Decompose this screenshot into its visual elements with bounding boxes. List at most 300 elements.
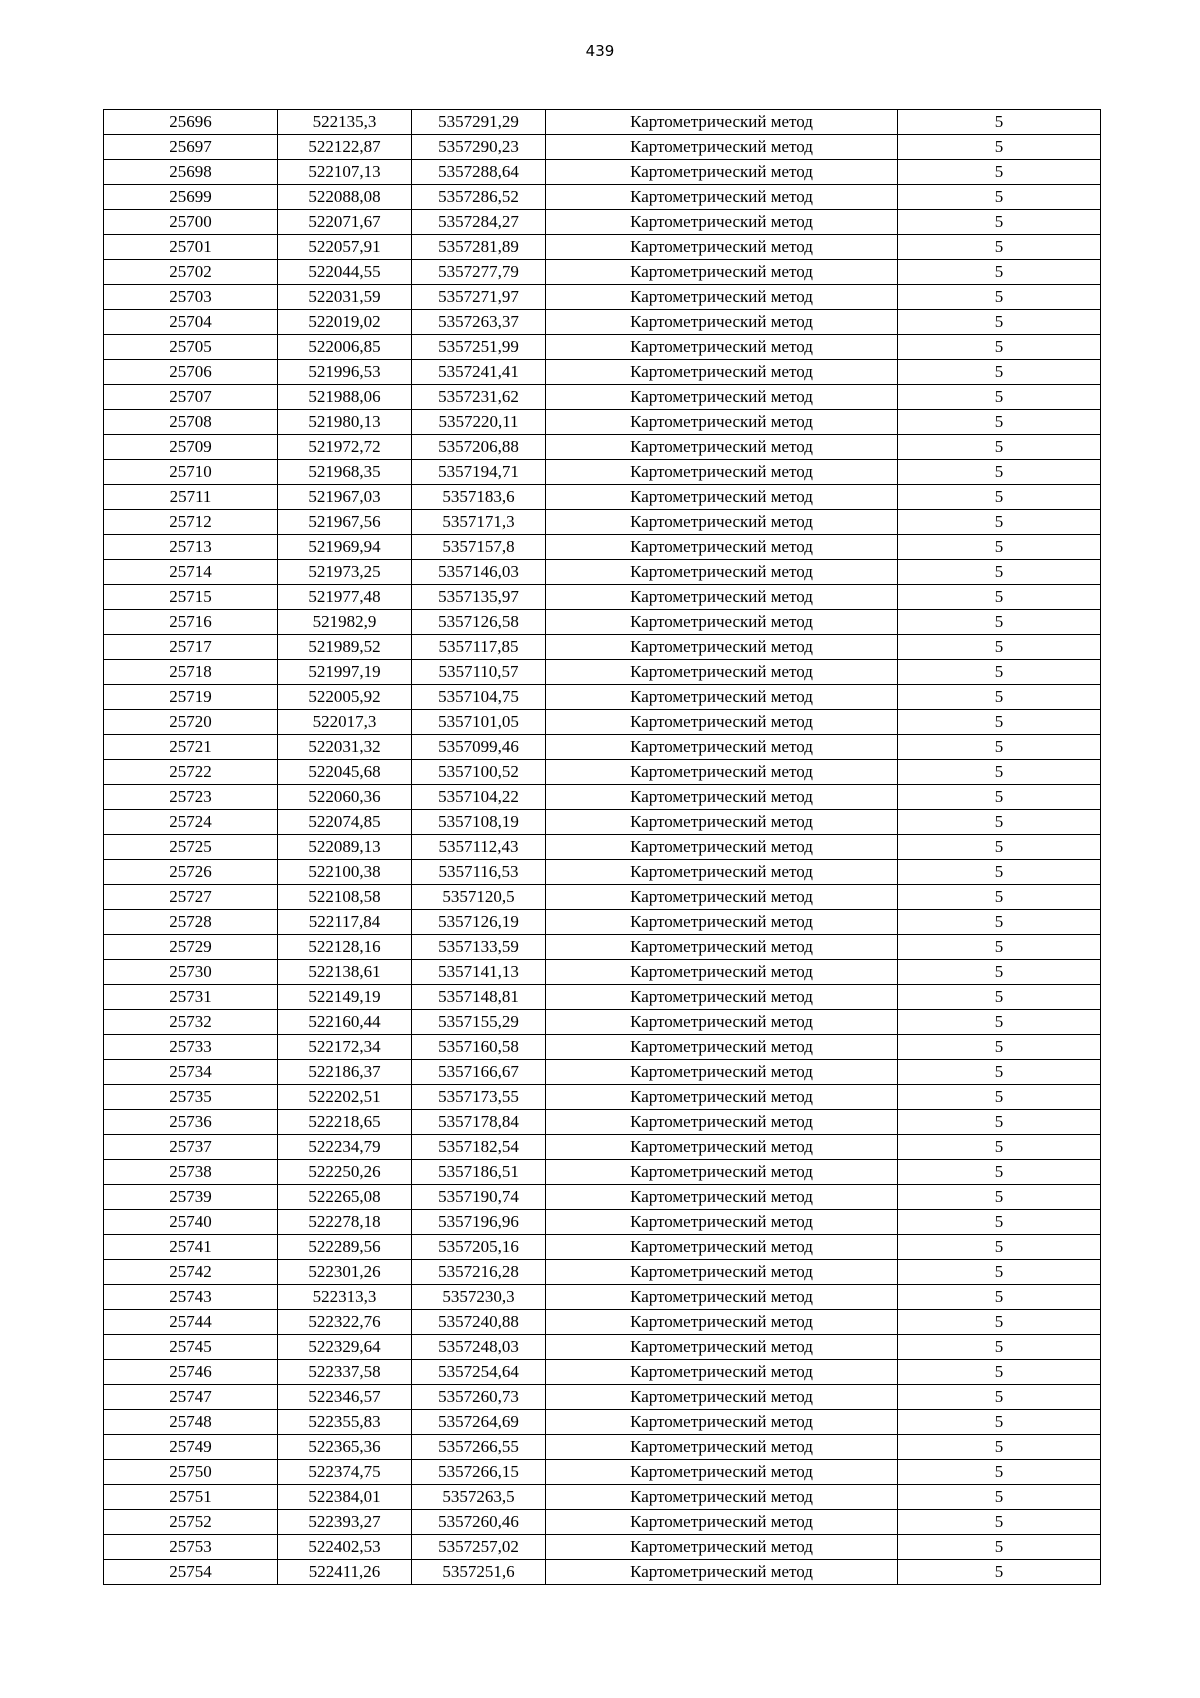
x-coordinate-cell: 522117,84 [278, 910, 412, 935]
method-cell: Картометрический метод [546, 135, 898, 160]
x-coordinate-cell: 522135,3 [278, 110, 412, 135]
accuracy-cell: 5 [898, 1510, 1101, 1535]
point-number-cell: 25703 [104, 285, 278, 310]
accuracy-cell: 5 [898, 585, 1101, 610]
method-cell: Картометрический метод [546, 710, 898, 735]
accuracy-cell: 5 [898, 710, 1101, 735]
accuracy-cell: 5 [898, 1110, 1101, 1135]
table-row [104, 635, 1101, 660]
table-row [104, 860, 1101, 885]
accuracy-cell: 5 [898, 485, 1101, 510]
y-coordinate-cell: 5357291,29 [412, 110, 546, 135]
table-row [104, 410, 1101, 435]
accuracy-cell: 5 [898, 1485, 1101, 1510]
accuracy-cell: 5 [898, 835, 1101, 860]
accuracy-cell: 5 [898, 185, 1101, 210]
table-row [104, 1485, 1101, 1510]
accuracy-cell: 5 [898, 760, 1101, 785]
method-cell: Картометрический метод [546, 610, 898, 635]
y-coordinate-cell: 5357178,84 [412, 1110, 546, 1135]
point-number-cell: 25713 [104, 535, 278, 560]
y-coordinate-cell: 5357116,53 [412, 860, 546, 885]
point-number-cell: 25717 [104, 635, 278, 660]
point-number-cell: 25734 [104, 1060, 278, 1085]
accuracy-cell: 5 [898, 160, 1101, 185]
table-row [104, 210, 1101, 235]
accuracy-cell: 5 [898, 1185, 1101, 1210]
table-row [104, 585, 1101, 610]
table-row [104, 1110, 1101, 1135]
y-coordinate-cell: 5357271,97 [412, 285, 546, 310]
point-number-cell: 25702 [104, 260, 278, 285]
x-coordinate-cell: 522138,61 [278, 960, 412, 985]
x-coordinate-cell: 522384,01 [278, 1485, 412, 1510]
table-row [104, 135, 1101, 160]
x-coordinate-cell: 521988,06 [278, 385, 412, 410]
table-row [104, 1035, 1101, 1060]
table-row [104, 1135, 1101, 1160]
accuracy-cell: 5 [898, 310, 1101, 335]
point-number-cell: 25730 [104, 960, 278, 985]
x-coordinate-cell: 522107,13 [278, 160, 412, 185]
method-cell: Картометрический метод [546, 935, 898, 960]
x-coordinate-cell: 522019,02 [278, 310, 412, 335]
x-coordinate-cell: 522218,65 [278, 1110, 412, 1135]
y-coordinate-cell: 5357182,54 [412, 1135, 546, 1160]
point-number-cell: 25722 [104, 760, 278, 785]
method-cell: Картометрический метод [546, 810, 898, 835]
method-cell: Картометрический метод [546, 1235, 898, 1260]
table-row [104, 835, 1101, 860]
accuracy-cell: 5 [898, 360, 1101, 385]
method-cell: Картометрический метод [546, 1360, 898, 1385]
y-coordinate-cell: 5357173,55 [412, 1085, 546, 1110]
method-cell: Картометрический метод [546, 635, 898, 660]
table-row [104, 1460, 1101, 1485]
x-coordinate-cell: 522044,55 [278, 260, 412, 285]
x-coordinate-cell: 522071,67 [278, 210, 412, 235]
method-cell: Картометрический метод [546, 885, 898, 910]
accuracy-cell: 5 [898, 910, 1101, 935]
x-coordinate-cell: 522186,37 [278, 1060, 412, 1085]
x-coordinate-cell: 522089,13 [278, 835, 412, 860]
accuracy-cell: 5 [898, 860, 1101, 885]
y-coordinate-cell: 5357186,51 [412, 1160, 546, 1185]
point-number-cell: 25723 [104, 785, 278, 810]
x-coordinate-cell: 522031,59 [278, 285, 412, 310]
y-coordinate-cell: 5357248,03 [412, 1335, 546, 1360]
y-coordinate-cell: 5357220,11 [412, 410, 546, 435]
point-number-cell: 25747 [104, 1385, 278, 1410]
x-coordinate-cell: 522149,19 [278, 985, 412, 1010]
y-coordinate-cell: 5357290,23 [412, 135, 546, 160]
table-row [104, 660, 1101, 685]
y-coordinate-cell: 5357266,55 [412, 1435, 546, 1460]
method-cell: Картометрический метод [546, 535, 898, 560]
method-cell: Картометрический метод [546, 260, 898, 285]
point-number-cell: 25753 [104, 1535, 278, 1560]
point-number-cell: 25698 [104, 160, 278, 185]
point-number-cell: 25754 [104, 1560, 278, 1585]
point-number-cell: 25749 [104, 1435, 278, 1460]
table-row [104, 235, 1101, 260]
x-coordinate-cell: 522355,83 [278, 1410, 412, 1435]
point-number-cell: 25738 [104, 1160, 278, 1185]
y-coordinate-cell: 5357110,57 [412, 660, 546, 685]
method-cell: Картометрический метод [546, 210, 898, 235]
accuracy-cell: 5 [898, 285, 1101, 310]
method-cell: Картометрический метод [546, 660, 898, 685]
table-row [104, 1385, 1101, 1410]
accuracy-cell: 5 [898, 560, 1101, 585]
accuracy-cell: 5 [898, 210, 1101, 235]
y-coordinate-cell: 5357104,75 [412, 685, 546, 710]
point-number-cell: 25715 [104, 585, 278, 610]
x-coordinate-cell: 521967,03 [278, 485, 412, 510]
method-cell: Картометрический метод [546, 1010, 898, 1035]
method-cell: Картометрический метод [546, 235, 898, 260]
point-number-cell: 25721 [104, 735, 278, 760]
accuracy-cell: 5 [898, 735, 1101, 760]
x-coordinate-cell: 522005,92 [278, 685, 412, 710]
accuracy-cell: 5 [898, 1135, 1101, 1160]
y-coordinate-cell: 5357277,79 [412, 260, 546, 285]
table-row [104, 1185, 1101, 1210]
x-coordinate-cell: 522278,18 [278, 1210, 412, 1235]
point-number-cell: 25708 [104, 410, 278, 435]
y-coordinate-cell: 5357230,3 [412, 1285, 546, 1310]
method-cell: Картометрический метод [546, 1410, 898, 1435]
table-row [104, 485, 1101, 510]
y-coordinate-cell: 5357104,22 [412, 785, 546, 810]
y-coordinate-cell: 5357216,28 [412, 1260, 546, 1285]
accuracy-cell: 5 [898, 885, 1101, 910]
method-cell: Картометрический метод [546, 1335, 898, 1360]
page-number: 439 [585, 42, 615, 60]
accuracy-cell: 5 [898, 935, 1101, 960]
y-coordinate-cell: 5357133,59 [412, 935, 546, 960]
y-coordinate-cell: 5357194,71 [412, 460, 546, 485]
point-number-cell: 25745 [104, 1335, 278, 1360]
table-row [104, 510, 1101, 535]
method-cell: Картометрический метод [546, 1210, 898, 1235]
accuracy-cell: 5 [898, 335, 1101, 360]
point-number-cell: 25748 [104, 1410, 278, 1435]
table-row [104, 785, 1101, 810]
table-row [104, 610, 1101, 635]
accuracy-cell: 5 [898, 1060, 1101, 1085]
accuracy-cell: 5 [898, 235, 1101, 260]
method-cell: Картометрический метод [546, 510, 898, 535]
method-cell: Картометрический метод [546, 835, 898, 860]
table-row [104, 335, 1101, 360]
table-row [104, 1360, 1101, 1385]
method-cell: Картометрический метод [546, 1285, 898, 1310]
point-number-cell: 25752 [104, 1510, 278, 1535]
table-row [104, 960, 1101, 985]
method-cell: Картометрический метод [546, 285, 898, 310]
point-number-cell: 25700 [104, 210, 278, 235]
method-cell: Картометрический метод [546, 1460, 898, 1485]
method-cell: Картометрический метод [546, 110, 898, 135]
accuracy-cell: 5 [898, 135, 1101, 160]
x-coordinate-cell: 521972,72 [278, 435, 412, 460]
point-number-cell: 25729 [104, 935, 278, 960]
y-coordinate-cell: 5357155,29 [412, 1010, 546, 1035]
method-cell: Картометрический метод [546, 785, 898, 810]
x-coordinate-cell: 521968,35 [278, 460, 412, 485]
y-coordinate-cell: 5357254,64 [412, 1360, 546, 1385]
table-row [104, 985, 1101, 1010]
accuracy-cell: 5 [898, 435, 1101, 460]
point-number-cell: 25718 [104, 660, 278, 685]
table-row [104, 885, 1101, 910]
point-number-cell: 25716 [104, 610, 278, 635]
x-coordinate-cell: 522074,85 [278, 810, 412, 835]
method-cell: Картометрический метод [546, 1185, 898, 1210]
x-coordinate-cell: 522057,91 [278, 235, 412, 260]
y-coordinate-cell: 5357240,88 [412, 1310, 546, 1335]
accuracy-cell: 5 [898, 1085, 1101, 1110]
table-row [104, 1260, 1101, 1285]
point-number-cell: 25727 [104, 885, 278, 910]
table-row [104, 110, 1101, 135]
table-row [104, 1085, 1101, 1110]
y-coordinate-cell: 5357263,37 [412, 310, 546, 335]
point-number-cell: 25699 [104, 185, 278, 210]
point-number-cell: 25719 [104, 685, 278, 710]
y-coordinate-cell: 5357251,99 [412, 335, 546, 360]
method-cell: Картометрический метод [546, 1435, 898, 1460]
x-coordinate-cell: 522031,32 [278, 735, 412, 760]
point-number-cell: 25711 [104, 485, 278, 510]
x-coordinate-cell: 522329,64 [278, 1335, 412, 1360]
x-coordinate-cell: 522402,53 [278, 1535, 412, 1560]
y-coordinate-cell: 5357146,03 [412, 560, 546, 585]
point-number-cell: 25741 [104, 1235, 278, 1260]
point-number-cell: 25707 [104, 385, 278, 410]
accuracy-cell: 5 [898, 510, 1101, 535]
point-number-cell: 25720 [104, 710, 278, 735]
point-number-cell: 25701 [104, 235, 278, 260]
y-coordinate-cell: 5357281,89 [412, 235, 546, 260]
x-coordinate-cell: 522006,85 [278, 335, 412, 360]
accuracy-cell: 5 [898, 260, 1101, 285]
accuracy-cell: 5 [898, 460, 1101, 485]
y-coordinate-cell: 5357196,96 [412, 1210, 546, 1235]
point-number-cell: 25733 [104, 1035, 278, 1060]
point-number-cell: 25696 [104, 110, 278, 135]
table-row [104, 160, 1101, 185]
point-number-cell: 25743 [104, 1285, 278, 1310]
x-coordinate-cell: 522265,08 [278, 1185, 412, 1210]
table-row [104, 460, 1101, 485]
table-row [104, 185, 1101, 210]
method-cell: Картометрический метод [546, 1035, 898, 1060]
point-number-cell: 25706 [104, 360, 278, 385]
x-coordinate-cell: 521989,52 [278, 635, 412, 660]
x-coordinate-cell: 522234,79 [278, 1135, 412, 1160]
point-number-cell: 25736 [104, 1110, 278, 1135]
x-coordinate-cell: 522160,44 [278, 1010, 412, 1035]
table-row [104, 1535, 1101, 1560]
method-cell: Картометрический метод [546, 1535, 898, 1560]
y-coordinate-cell: 5357171,3 [412, 510, 546, 535]
table-row [104, 535, 1101, 560]
table-row [104, 735, 1101, 760]
y-coordinate-cell: 5357135,97 [412, 585, 546, 610]
x-coordinate-cell: 521997,19 [278, 660, 412, 685]
x-coordinate-cell: 522301,26 [278, 1260, 412, 1285]
x-coordinate-cell: 521980,13 [278, 410, 412, 435]
accuracy-cell: 5 [898, 1460, 1101, 1485]
table-row [104, 1060, 1101, 1085]
method-cell: Картометрический метод [546, 585, 898, 610]
y-coordinate-cell: 5357251,6 [412, 1560, 546, 1585]
table-row [104, 1210, 1101, 1235]
method-cell: Картометрический метод [546, 860, 898, 885]
accuracy-cell: 5 [898, 1435, 1101, 1460]
method-cell: Картометрический метод [546, 1510, 898, 1535]
table-row [104, 310, 1101, 335]
x-coordinate-cell: 522337,58 [278, 1360, 412, 1385]
point-number-cell: 25728 [104, 910, 278, 935]
x-coordinate-cell: 522313,3 [278, 1285, 412, 1310]
accuracy-cell: 5 [898, 1285, 1101, 1310]
point-number-cell: 25705 [104, 335, 278, 360]
y-coordinate-cell: 5357117,85 [412, 635, 546, 660]
table-row [104, 1435, 1101, 1460]
accuracy-cell: 5 [898, 1235, 1101, 1260]
accuracy-cell: 5 [898, 1360, 1101, 1385]
y-coordinate-cell: 5357206,88 [412, 435, 546, 460]
method-cell: Картометрический метод [546, 310, 898, 335]
method-cell: Картометрический метод [546, 335, 898, 360]
method-cell: Картометрический метод [546, 960, 898, 985]
table-row [104, 285, 1101, 310]
accuracy-cell: 5 [898, 1335, 1101, 1360]
method-cell: Картометрический метод [546, 360, 898, 385]
accuracy-cell: 5 [898, 1535, 1101, 1560]
accuracy-cell: 5 [898, 610, 1101, 635]
x-coordinate-cell: 522374,75 [278, 1460, 412, 1485]
y-coordinate-cell: 5357205,16 [412, 1235, 546, 1260]
point-number-cell: 25732 [104, 1010, 278, 1035]
x-coordinate-cell: 521977,48 [278, 585, 412, 610]
x-coordinate-cell: 522088,08 [278, 185, 412, 210]
accuracy-cell: 5 [898, 410, 1101, 435]
x-coordinate-cell: 521967,56 [278, 510, 412, 535]
accuracy-cell: 5 [898, 1010, 1101, 1035]
point-number-cell: 25709 [104, 435, 278, 460]
point-number-cell: 25742 [104, 1260, 278, 1285]
point-number-cell: 25725 [104, 835, 278, 860]
table-row [104, 1010, 1101, 1035]
point-number-cell: 25714 [104, 560, 278, 585]
point-number-cell: 25726 [104, 860, 278, 885]
point-number-cell: 25739 [104, 1185, 278, 1210]
method-cell: Картометрический метод [546, 410, 898, 435]
accuracy-cell: 5 [898, 110, 1101, 135]
accuracy-cell: 5 [898, 1385, 1101, 1410]
y-coordinate-cell: 5357260,73 [412, 1385, 546, 1410]
y-coordinate-cell: 5357160,58 [412, 1035, 546, 1060]
table-row [104, 1235, 1101, 1260]
method-cell: Картометрический метод [546, 1060, 898, 1085]
accuracy-cell: 5 [898, 1260, 1101, 1285]
method-cell: Картометрический метод [546, 1160, 898, 1185]
x-coordinate-cell: 522411,26 [278, 1560, 412, 1585]
x-coordinate-cell: 522100,38 [278, 860, 412, 885]
x-coordinate-cell: 521969,94 [278, 535, 412, 560]
table-row [104, 1410, 1101, 1435]
point-number-cell: 25744 [104, 1310, 278, 1335]
accuracy-cell: 5 [898, 1560, 1101, 1585]
accuracy-cell: 5 [898, 385, 1101, 410]
method-cell: Картометрический метод [546, 185, 898, 210]
x-coordinate-cell: 522017,3 [278, 710, 412, 735]
coordinates-table [103, 109, 1101, 1585]
x-coordinate-cell: 521973,25 [278, 560, 412, 585]
y-coordinate-cell: 5357284,27 [412, 210, 546, 235]
x-coordinate-cell: 522172,34 [278, 1035, 412, 1060]
accuracy-cell: 5 [898, 1410, 1101, 1435]
accuracy-cell: 5 [898, 785, 1101, 810]
method-cell: Картометрический метод [546, 485, 898, 510]
y-coordinate-cell: 5357108,19 [412, 810, 546, 835]
table-row [104, 685, 1101, 710]
x-coordinate-cell: 522122,87 [278, 135, 412, 160]
method-cell: Картометрический метод [546, 435, 898, 460]
method-cell: Картометрический метод [546, 1085, 898, 1110]
y-coordinate-cell: 5357157,8 [412, 535, 546, 560]
point-number-cell: 25697 [104, 135, 278, 160]
accuracy-cell: 5 [898, 685, 1101, 710]
x-coordinate-cell: 522289,56 [278, 1235, 412, 1260]
table-row [104, 1510, 1101, 1535]
x-coordinate-cell: 522346,57 [278, 1385, 412, 1410]
table-row [104, 910, 1101, 935]
x-coordinate-cell: 522250,26 [278, 1160, 412, 1185]
accuracy-cell: 5 [898, 985, 1101, 1010]
x-coordinate-cell: 522365,36 [278, 1435, 412, 1460]
accuracy-cell: 5 [898, 1310, 1101, 1335]
table-row [104, 760, 1101, 785]
method-cell: Картометрический метод [546, 1310, 898, 1335]
method-cell: Картометрический метод [546, 1385, 898, 1410]
accuracy-cell: 5 [898, 1160, 1101, 1185]
x-coordinate-cell: 521996,53 [278, 360, 412, 385]
point-number-cell: 25712 [104, 510, 278, 535]
y-coordinate-cell: 5357241,41 [412, 360, 546, 385]
table-row [104, 1335, 1101, 1360]
accuracy-cell: 5 [898, 1035, 1101, 1060]
point-number-cell: 25731 [104, 985, 278, 1010]
point-number-cell: 25751 [104, 1485, 278, 1510]
method-cell: Картометрический метод [546, 1135, 898, 1160]
x-coordinate-cell: 522322,76 [278, 1310, 412, 1335]
y-coordinate-cell: 5357264,69 [412, 1410, 546, 1435]
x-coordinate-cell: 522202,51 [278, 1085, 412, 1110]
x-coordinate-cell: 522393,27 [278, 1510, 412, 1535]
x-coordinate-cell: 522045,68 [278, 760, 412, 785]
method-cell: Картометрический метод [546, 1110, 898, 1135]
accuracy-cell: 5 [898, 1210, 1101, 1235]
y-coordinate-cell: 5357231,62 [412, 385, 546, 410]
y-coordinate-cell: 5357148,81 [412, 985, 546, 1010]
y-coordinate-cell: 5357260,46 [412, 1510, 546, 1535]
y-coordinate-cell: 5357101,05 [412, 710, 546, 735]
